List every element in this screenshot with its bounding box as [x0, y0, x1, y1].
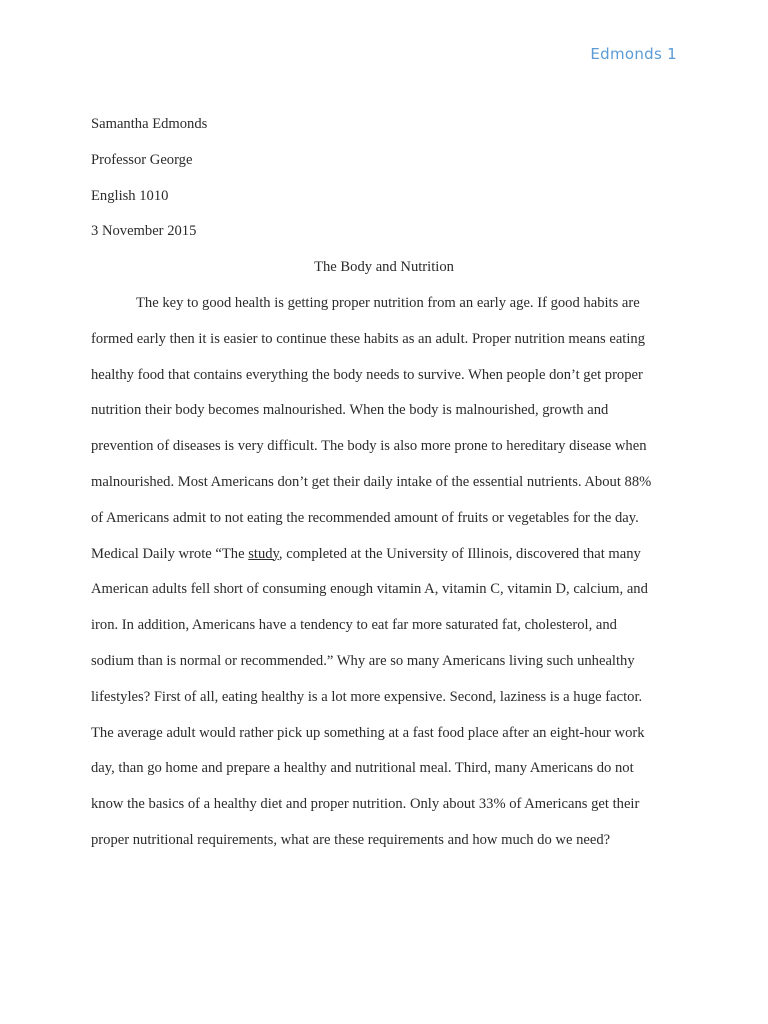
professor-name: Professor George	[91, 151, 193, 168]
paragraph-line: The key to good health is getting proper nutrition from an early age. If good habits are	[136, 294, 640, 311]
paragraph-line: American adults fell short of consuming enough vitamin A, vitamin C, vitamin D, calcium, and	[91, 581, 648, 598]
paragraph-line: lifestyles? First of all, eating healthy is a lot more expensive. Second, laziness is a huge factor.	[91, 688, 643, 705]
essay-title: The Body and Nutrition	[314, 259, 454, 276]
paragraph-line: prevention of diseases is very difficult. The body is also more prone to hereditary disease when	[91, 438, 647, 455]
paragraph-line: know the basics of a healthy diet and proper nutrition. Only about 33% of Americans get their	[91, 796, 640, 813]
paragraph-line: iron. In addition, Americans have a tendency to eat far more saturated fat, cholesterol, and	[91, 617, 617, 634]
study-link[interactable]: study	[248, 545, 279, 562]
paragraph-line: sodium than is normal or recommended.” Why are so many Americans living such unhealthy	[91, 652, 635, 669]
paragraph-line: malnourished. Most Americans don’t get their daily intake of the essential nutrients. About 88%	[91, 473, 652, 490]
paragraph-line: The average adult would rather pick up something at a fast food place after an eight-hour work	[91, 724, 645, 741]
paragraph-line: healthy food that contains everything the body needs to survive. When people don’t get proper	[91, 366, 643, 383]
paragraph-line-with-link	[91, 537, 677, 573]
paragraph-line: day, than go home and prepare a healthy and nutritional meal. Third, many Americans do not	[91, 760, 634, 777]
paragraph-line: nutrition their body becomes malnourished. When the body is malnourished, growth and	[91, 402, 609, 419]
paragraph-line: formed early then it is easier to continue these habits as an adult. Proper nutrition means eating	[91, 330, 645, 347]
paragraph-line: of Americans admit to not eating the recommended amount of fruits or vegetables for the day.	[91, 509, 639, 526]
paragraph-line: proper nutritional requirements, what are these requirements and how much do we need?	[91, 831, 611, 848]
course-name: English 1010	[91, 187, 169, 204]
quote-intro-text: Medical Daily wrote “The	[91, 545, 249, 562]
author-name: Samantha Edmonds	[91, 116, 208, 132]
essay-date: 3 November 2015	[91, 223, 197, 240]
quote-continuation-text: , completed at the University of Illinois, discovered that many	[278, 545, 641, 562]
document-body	[91, 107, 677, 859]
running-head: Edmonds 1	[590, 45, 677, 63]
